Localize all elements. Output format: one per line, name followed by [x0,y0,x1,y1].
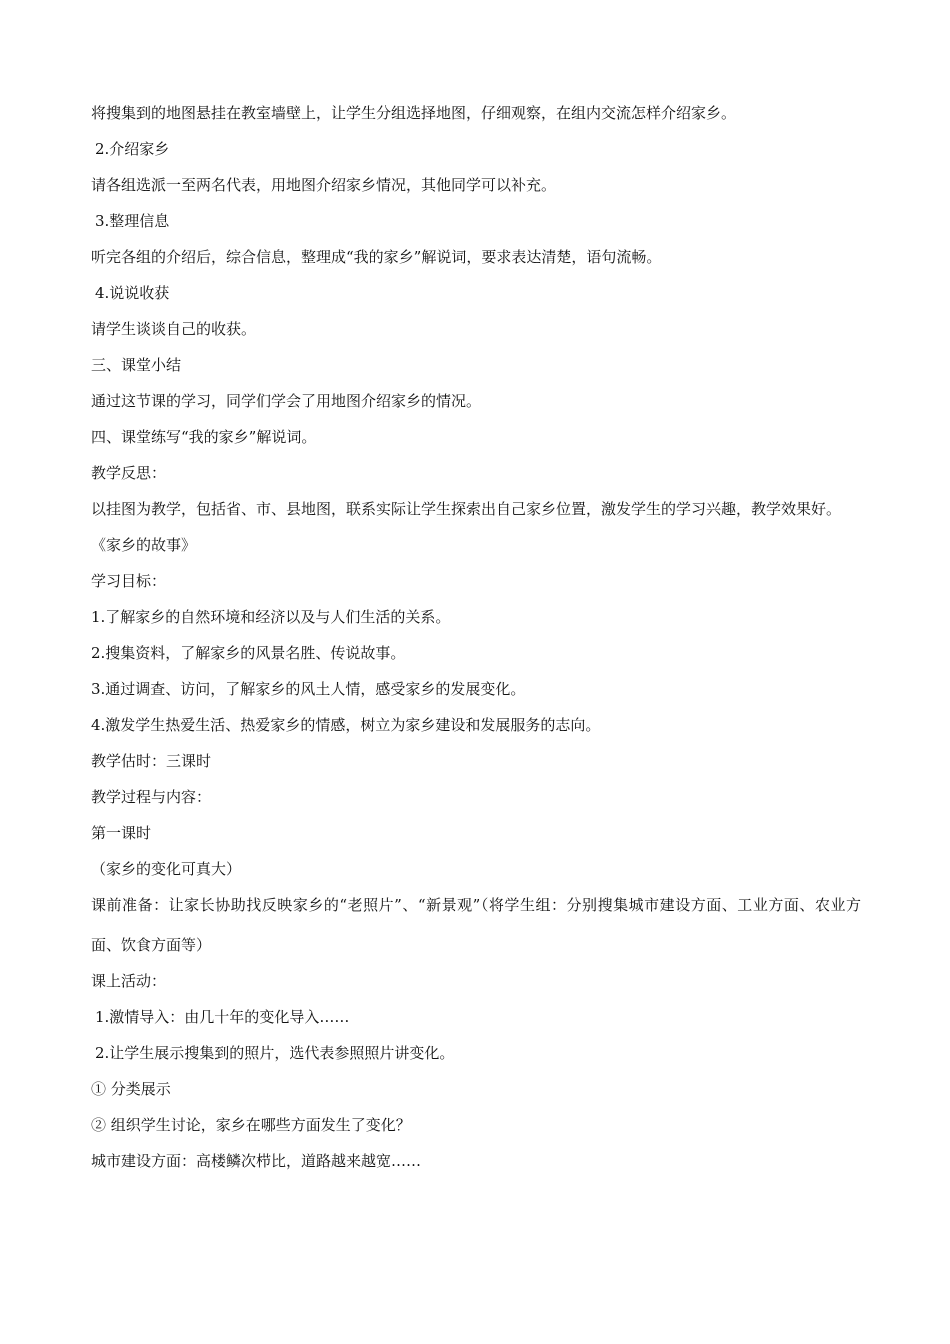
text-line: 2.搜集资料，了解家乡的风景名胜、传说故事。 [91,644,406,662]
text-line: 学习目标： [91,572,167,590]
text-line: 四、课堂练写“我的家乡”解说词。 [91,428,317,446]
text-line: 1.了解家乡的自然环境和经济以及与人们生活的关系。 [91,608,451,626]
text-line: ② 组织学生讨论，家乡在哪些方面发生了变化？ [91,1116,411,1134]
text-line: （家乡的变化可真大） [91,860,242,878]
text-line: 通过这节课的学习，同学们学会了用地图介绍家乡的情况。 [91,392,482,410]
text-line: 2.介绍家乡 [95,140,170,158]
document-body [91,95,861,1179]
text-line: 3.整理信息 [95,212,170,230]
text-paragraph: 课前准备：让家长协助找反映家乡的“老照片”、“新景观”（将学生组：分别搜集城市建设方面、工业方面、农业方面、饮食方面等） [91,896,861,954]
text-line: 教学过程与内容： [91,788,212,806]
text-line: 第一课时 [91,824,152,842]
text-line: 4.激发学生热爱生活、热爱家乡的情感，树立为家乡建设和发展服务的志向。 [91,716,601,734]
text-line: ① 分类展示 [91,1080,171,1098]
text-line: 城市建设方面：高楼鳞次栉比，道路越来越宽…… [91,1152,422,1170]
text-line: 2.让学生展示搜集到的照片，选代表参照照片讲变化。 [95,1044,455,1062]
text-line: 教学反思： [91,464,167,482]
text-line: 《家乡的故事》 [91,536,197,554]
text-line: 请各组选派一至两名代表，用地图介绍家乡情况，其他同学可以补充。 [91,176,557,194]
text-line: 课上活动： [91,972,167,990]
text-line: 1.激情导入：由几十年的变化导入…… [95,1008,350,1026]
text-line: 三、课堂小结 [91,356,182,374]
text-paragraph: 以挂图为教学，包括省、市、县地图，联系实际让学生探索出自己家乡位置，激发学生的学习兴趣，教学效果好。 [91,500,842,518]
text-line: 将搜集到的地图悬挂在教室墙壁上，让学生分组选择地图，仔细观察，在组内交流怎样介绍家乡。 [91,104,737,122]
text-line: 3.通过调查、访问，了解家乡的风土人情，感受家乡的发展变化。 [91,680,526,698]
text-line: 请学生谈谈自己的收获。 [91,320,257,338]
text-line: 4.说说收获 [95,284,170,302]
text-line: 听完各组的介绍后，综合信息，整理成“我的家乡”解说词，要求表达清楚，语句流畅。 [91,248,662,266]
text-line: 教学估时：三课时 [91,752,212,770]
